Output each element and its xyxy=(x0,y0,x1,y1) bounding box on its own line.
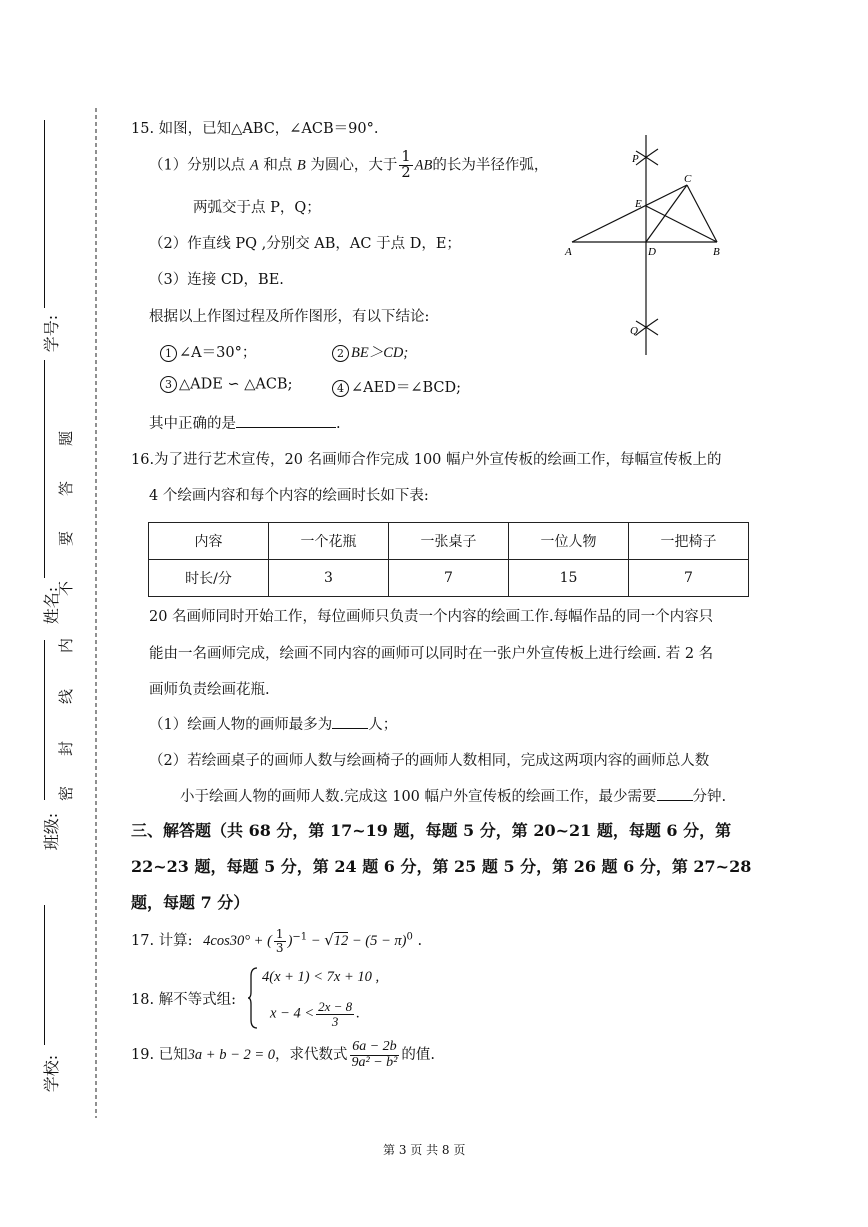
label-q: Q xyxy=(630,325,638,337)
q15-step1-text-g: 的长为半径作弧， xyxy=(432,157,549,174)
q16-line2: 4 个绘画内容和每个内容的绘画时长如下表: xyxy=(149,488,429,504)
section3-heading-l2: 22~23 题，每题 5 分，第 24 题 6 分，第 25 题 5 分，第 26 题 6 分，第 27~28 xyxy=(131,857,752,876)
q16-sub-2-line1: （2）若绘画桌子的画师人数与绘画椅子的画师人数相同，完成这两项内容的画师总人数 xyxy=(149,753,710,769)
seal-char-8: 题 xyxy=(57,430,76,447)
q15-conclusion-2: 2 BE＞CD; xyxy=(332,341,408,362)
q15-step2: （2）作直线 PQ ,分别交 AB，AC 于点 D，E； xyxy=(149,236,461,252)
seal-char-7: 答 xyxy=(57,480,76,497)
table-cell: 15 xyxy=(509,560,629,597)
section3-heading-l1: 三、解答题（共 68 分，第 17~19 题，每题 5 分，第 20~21 题，每题 6 分，第 xyxy=(131,821,732,840)
q15-point-b: B xyxy=(296,157,306,174)
q19: 19. 已知3a + b − 2 = 0，求代数式 $\frac{6a - 2b}{\text{9a² − b²}}$ 的值. xyxy=(131,1039,435,1070)
segment-cd xyxy=(646,185,687,242)
table-cell: 7 xyxy=(629,560,749,597)
q15-step1-text-c: 和点 xyxy=(263,157,293,174)
q16-duration-table xyxy=(148,522,749,597)
class-label: 班级: xyxy=(42,812,62,851)
q15-lead: 根据以上作图过程及所作图形，有以下结论: xyxy=(149,309,430,325)
q16-line1: 16.为了进行艺术宣传，20 名画师合作完成 100 幅户外宣传板的绘画工作，每幅宣传板上的 xyxy=(131,452,722,468)
binding-dashed-line xyxy=(94,108,98,1118)
name-label: 姓名: xyxy=(42,586,62,625)
q15-answer-blank[interactable] xyxy=(236,413,336,428)
section3-heading-l3: 题，每题 7 分） xyxy=(131,893,250,912)
q15-stem: 15. 如图，已知△ABC，∠ACB＝90°. xyxy=(131,121,379,137)
seal-char-6: 要 xyxy=(57,530,76,547)
label-c: C xyxy=(684,173,692,185)
seal-char-4: 内 xyxy=(57,637,76,654)
q15-conclusion-3: 3 △ADE ∽ △ACB; xyxy=(160,376,292,393)
q15-conclusion-1: 1 ∠A＝30°； xyxy=(160,341,256,362)
table-cell: 7 xyxy=(389,560,509,597)
label-p: P xyxy=(632,153,639,165)
q15-half-fraction: $\frac{1}{2}$ xyxy=(401,149,411,182)
table-cell: 时长/分 xyxy=(149,560,269,597)
q15-point-a: A xyxy=(249,157,259,174)
page-footer: 第 3 页 共 8 页 xyxy=(383,1143,466,1157)
label-e: E xyxy=(635,198,642,210)
q18-ineq-1: 4(x + 1) < 7x + 10 , xyxy=(262,969,380,985)
school-blank-line xyxy=(44,905,45,1045)
q18-brace xyxy=(247,966,259,1030)
q18-ineq-2: x − 4 < $\frac{2x - 8}{3}$ . xyxy=(270,999,360,1029)
seal-char-2: 封 xyxy=(57,740,76,757)
q15-step1-text-a: （1）分别以点 xyxy=(149,157,246,174)
q15-answer-line: 其中正确的是 . xyxy=(149,412,341,433)
q16-para-3: 画师负责绘画花瓶. xyxy=(149,682,270,698)
q15-step1 xyxy=(149,150,548,181)
table-cell: 一张桌子 xyxy=(389,523,509,560)
q16-para-1: 20 名画师同时开始工作，每位画师只负责一个内容的绘画工作.每幅作品的同一个内容只 xyxy=(149,609,714,625)
table-cell: 内容 xyxy=(149,523,269,560)
seal-char-5: 不 xyxy=(57,580,76,597)
q18-label: 18. 解不等式组: xyxy=(131,992,237,1008)
q17: 17. 计算: 4cos30° + ( $\frac{1}{3}$ )$^{-1} - √12 - (5 - \pi)^0$ . xyxy=(131,927,423,955)
segment-be xyxy=(646,206,717,242)
seal-char-1: 密 xyxy=(57,785,76,802)
q15-step1-line2: 两弧交于点 P，Q； xyxy=(193,200,321,216)
q16-sub-1: （1）绘画人物的画师最多为 人； xyxy=(149,713,397,734)
table-cell: 一个花瓶 xyxy=(269,523,389,560)
id-blank-line xyxy=(44,120,45,308)
name-blank-line xyxy=(44,360,45,578)
id-label: 学号: xyxy=(42,314,62,353)
q15-segment-ab: AB xyxy=(414,157,433,174)
q15-step1-text-e: 为圆心，大于 xyxy=(310,157,398,174)
table-row xyxy=(149,523,749,560)
segment-ac xyxy=(572,185,687,242)
label-d: D xyxy=(648,246,656,258)
table-cell: 一把椅子 xyxy=(629,523,749,560)
class-blank-line xyxy=(44,640,45,800)
q16-sub2-blank[interactable] xyxy=(657,786,693,801)
label-b: B xyxy=(713,246,720,258)
q16-sub1-blank[interactable] xyxy=(332,714,368,729)
q16-para-2: 能由一名画师完成，绘画不同内容的画师可以同时在一张户外宣传板上进行绘画. 若 2 名 xyxy=(149,646,714,662)
label-a: A xyxy=(565,246,572,258)
table-cell: 一位人物 xyxy=(509,523,629,560)
q15-step3: （3）连接 CD，BE. xyxy=(149,272,284,288)
table-cell: 3 xyxy=(269,560,389,597)
q16-sub-2-line2: 小于绘画人物的画师人数.完成这 100 幅户外宣传板的绘画工作，最少需要 分钟. xyxy=(180,785,726,806)
segment-cb xyxy=(687,185,717,242)
seal-char-3: 线 xyxy=(57,688,76,705)
q15-geometry-figure xyxy=(560,135,730,360)
school-label: 学校: xyxy=(42,1054,62,1093)
q15-conclusion-4: 4 ∠AED＝∠BCD; xyxy=(332,376,461,397)
table-row xyxy=(149,560,749,597)
